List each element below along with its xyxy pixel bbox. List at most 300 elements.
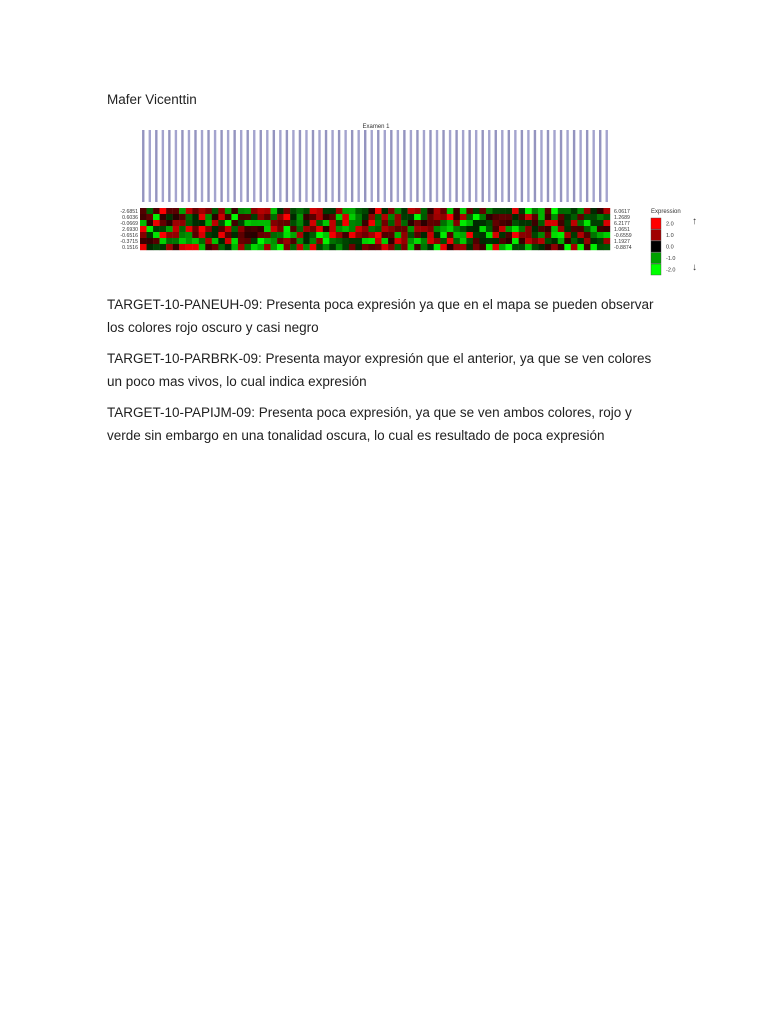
- heatmap-cell: [525, 238, 532, 244]
- heatmap-cell: [368, 238, 375, 244]
- heatmap-cell: [277, 208, 284, 214]
- column-label-mark: [592, 130, 594, 202]
- heatmap-cell: [244, 232, 251, 238]
- heatmap-cell: [506, 220, 513, 226]
- legend-swatch: [651, 241, 661, 252]
- heatmap-cell: [551, 238, 558, 244]
- row-value-left: -0.3715: [120, 238, 138, 245]
- heatmap-cell: [153, 244, 160, 250]
- heatmap-cell: [368, 208, 375, 214]
- column-label-mark: [423, 130, 425, 202]
- heatmap-cell: [532, 232, 539, 238]
- heatmap-cell: [493, 220, 500, 226]
- heatmap-cell: [519, 238, 526, 244]
- heatmap-cell: [408, 244, 415, 250]
- heatmap-cell: [290, 244, 297, 250]
- heatmap-cell: [238, 226, 245, 232]
- heatmap-cell: [199, 238, 206, 244]
- heatmap-cell: [166, 214, 173, 220]
- heatmap-cell: [453, 214, 460, 220]
- heatmap-cell: [434, 220, 441, 226]
- heatmap-cell: [186, 226, 193, 232]
- heatmap-cell: [277, 214, 284, 220]
- column-label-mark: [573, 130, 575, 202]
- heatmap-cell: [551, 232, 558, 238]
- heatmap-cell: [140, 220, 147, 226]
- heatmap-cell: [355, 214, 362, 220]
- heatmap-cell: [519, 226, 526, 232]
- heatmap-cell: [231, 232, 238, 238]
- heatmap-cell: [166, 232, 173, 238]
- heatmap-cell: [336, 232, 343, 238]
- heatmap-cell: [473, 238, 480, 244]
- heatmap-cell: [558, 214, 565, 220]
- heatmap-cell: [434, 238, 441, 244]
- heatmap-cell: [512, 214, 519, 220]
- heatmap-cell: [238, 214, 245, 220]
- heatmap-cell: [284, 214, 291, 220]
- heatmap-cell: [192, 220, 199, 226]
- column-label-mark: [266, 130, 268, 202]
- heatmap-cell: [466, 208, 473, 214]
- heatmap-cell: [427, 232, 434, 238]
- heatmap-cell: [532, 226, 539, 232]
- heatmap-cell: [316, 220, 323, 226]
- heatmap-cell: [258, 214, 265, 220]
- column-label-mark: [331, 130, 333, 202]
- heatmap-cell: [603, 214, 610, 220]
- heatmap-cell: [290, 214, 297, 220]
- heatmap-cell: [238, 220, 245, 226]
- heatmap-cell: [277, 238, 284, 244]
- heatmap-cell: [153, 232, 160, 238]
- heatmap-cell: [212, 214, 219, 220]
- heatmap-cell: [225, 244, 232, 250]
- heatmap-cell: [388, 238, 395, 244]
- column-label-mark: [586, 130, 588, 202]
- heatmap-cell: [512, 226, 519, 232]
- heatmap-cell: [447, 238, 454, 244]
- heatmap-cell: [558, 244, 565, 250]
- column-label-mark: [344, 130, 346, 202]
- heatmap-cell: [192, 238, 199, 244]
- heatmap-cell: [264, 226, 271, 232]
- heatmap-cell: [421, 238, 428, 244]
- heatmap-cell: [519, 232, 526, 238]
- column-label-mark: [162, 130, 164, 202]
- heatmap-cell: [506, 232, 513, 238]
- heatmap-cell: [479, 220, 486, 226]
- heatmap-cell: [395, 238, 402, 244]
- heatmap-cell: [290, 232, 297, 238]
- heatmap-cell: [479, 208, 486, 214]
- heatmap-cell: [427, 214, 434, 220]
- heatmap-cell: [584, 214, 591, 220]
- column-label-mark: [534, 130, 536, 202]
- column-label-mark: [560, 130, 562, 202]
- heatmap-cell: [225, 232, 232, 238]
- heatmap-cell: [571, 232, 578, 238]
- heatmap-cell: [303, 208, 310, 214]
- heatmap-cell: [401, 232, 408, 238]
- heatmap-cell: [342, 244, 349, 250]
- heatmap-cell: [545, 226, 552, 232]
- heatmap-cell: [421, 244, 428, 250]
- column-label-mark: [371, 130, 373, 202]
- heatmap-cell: [525, 226, 532, 232]
- heatmap-cell: [551, 220, 558, 226]
- heatmap-cell: [297, 244, 304, 250]
- heatmap-cell: [499, 220, 506, 226]
- heatmap-cell: [584, 238, 591, 244]
- heatmap-cell: [590, 238, 597, 244]
- heatmap-cell: [323, 226, 330, 232]
- heatmap-cell: [499, 226, 506, 232]
- heatmap-cell: [434, 232, 441, 238]
- column-label-mark: [194, 130, 196, 202]
- heatmap-cell: [199, 208, 206, 214]
- heatmap-cell: [493, 244, 500, 250]
- legend-label: -1.0: [666, 256, 676, 262]
- heatmap-cell: [486, 244, 493, 250]
- column-label-mark: [338, 130, 340, 202]
- heatmap-cell: [271, 244, 278, 250]
- heatmap-cell: [173, 214, 180, 220]
- heatmap-cell: [147, 232, 154, 238]
- row-value-right: -0.8874: [614, 244, 632, 251]
- heatmap-cell: [603, 208, 610, 214]
- heatmap-cell: [532, 244, 539, 250]
- heatmap-cell: [160, 220, 167, 226]
- heatmap-cell: [251, 208, 258, 214]
- heatmap-cell: [212, 244, 219, 250]
- heatmap-cell: [545, 232, 552, 238]
- heatmap-cell: [577, 232, 584, 238]
- heatmap-cell: [173, 244, 180, 250]
- column-label-mark: [527, 130, 529, 202]
- heatmap-cell: [408, 226, 415, 232]
- heatmap-cell: [323, 214, 330, 220]
- heatmap-cell: [427, 244, 434, 250]
- column-label-mark: [416, 130, 418, 202]
- heatmap-cell: [512, 208, 519, 214]
- heatmap-cell: [473, 208, 480, 214]
- heatmap-cell: [231, 238, 238, 244]
- heatmap-cell: [199, 232, 206, 238]
- row-value-left: 2.6930: [122, 226, 138, 233]
- heatmap-cell: [140, 232, 147, 238]
- column-label-mark: [364, 130, 366, 202]
- heatmap-cell: [388, 220, 395, 226]
- heatmap-cell: [375, 244, 382, 250]
- heatmap-cell: [218, 214, 225, 220]
- heatmap-cell: [225, 214, 232, 220]
- heatmap-cell: [466, 244, 473, 250]
- column-label-mark: [508, 130, 510, 202]
- heatmap-cell: [173, 208, 180, 214]
- heatmap-cell: [277, 232, 284, 238]
- heatmap-cell: [212, 220, 219, 226]
- heatmap-cell: [231, 214, 238, 220]
- heatmap-cell: [395, 226, 402, 232]
- heatmap-cell: [160, 208, 167, 214]
- column-label-mark: [305, 130, 307, 202]
- heatmap-cell: [284, 244, 291, 250]
- heatmap-cell: [238, 208, 245, 214]
- heatmap-cell: [571, 244, 578, 250]
- heatmap-cell: [218, 208, 225, 214]
- column-label-mark: [312, 130, 314, 202]
- column-label-mark: [449, 130, 451, 202]
- heatmap-cell: [466, 220, 473, 226]
- heatmap-cell: [179, 226, 186, 232]
- heatmap-cell: [414, 238, 421, 244]
- heatmap-cell: [166, 220, 173, 226]
- heatmap-cell: [192, 244, 199, 250]
- column-label-mark: [201, 130, 203, 202]
- column-label-mark: [168, 130, 170, 202]
- heatmap-cell: [329, 238, 336, 244]
- column-label-mark: [397, 130, 399, 202]
- heatmap-cell: [316, 208, 323, 214]
- heatmap-cell: [486, 226, 493, 232]
- heatmap-cell: [388, 232, 395, 238]
- heatmap-cell: [473, 226, 480, 232]
- heatmap-cell: [368, 226, 375, 232]
- heatmap-cell: [316, 244, 323, 250]
- column-label-mark: [188, 130, 190, 202]
- heatmap-cell: [427, 208, 434, 214]
- heatmap-cell: [414, 232, 421, 238]
- heatmap-cell: [166, 208, 173, 214]
- heatmap-cell: [519, 244, 526, 250]
- heatmap-cell: [473, 214, 480, 220]
- heatmap-cell: [434, 214, 441, 220]
- heatmap-cell: [316, 214, 323, 220]
- heatmap-cell: [512, 220, 519, 226]
- heatmap-cell: [186, 214, 193, 220]
- heatmap-cell: [486, 238, 493, 244]
- heatmap-cell: [316, 226, 323, 232]
- heatmap-chart: [104, 120, 704, 276]
- heatmap-cell: [453, 220, 460, 226]
- heatmap-cell: [323, 208, 330, 214]
- heatmap-cell: [434, 226, 441, 232]
- heatmap-cell: [473, 220, 480, 226]
- column-label-mark: [436, 130, 438, 202]
- heatmap-cell: [447, 232, 454, 238]
- heatmap-cell: [349, 208, 356, 214]
- heatmap-cell: [290, 238, 297, 244]
- legend-label: 1.0: [666, 233, 674, 239]
- heatmap-cell: [375, 220, 382, 226]
- heatmap-cell: [264, 208, 271, 214]
- heatmap-cell: [140, 244, 147, 250]
- column-label-mark: [475, 130, 477, 202]
- heatmap-cell: [218, 244, 225, 250]
- heatmap-cell: [453, 238, 460, 244]
- heatmap-cell: [440, 232, 447, 238]
- heatmap-cell: [355, 238, 362, 244]
- legend-swatch: [651, 253, 661, 264]
- heatmap-cell: [460, 208, 467, 214]
- paragraph-parbrk: TARGET-10-PARBRK-09: Presenta mayor expresión que el anterior, ya que se ven colores un poco mas vivos, lo cual indica expresión: [107, 351, 652, 389]
- heatmap-cell: [140, 214, 147, 220]
- heatmap-cell: [401, 244, 408, 250]
- heatmap-cell: [590, 208, 597, 214]
- heatmap-cell: [460, 232, 467, 238]
- heatmap-cell: [355, 244, 362, 250]
- heatmap-cell: [336, 208, 343, 214]
- heatmap-cell: [401, 238, 408, 244]
- column-label-mark: [247, 130, 249, 202]
- heatmap-cell: [290, 226, 297, 232]
- heatmap-cell: [493, 232, 500, 238]
- heatmap-cell: [427, 226, 434, 232]
- heatmap-cell: [571, 220, 578, 226]
- heatmap-cell: [186, 220, 193, 226]
- heatmap-cell: [160, 244, 167, 250]
- heatmap-cell: [493, 238, 500, 244]
- heatmap-cell: [264, 244, 271, 250]
- heatmap-cell: [277, 226, 284, 232]
- heatmap-cell: [479, 226, 486, 232]
- heatmap-cell: [584, 220, 591, 226]
- heatmap-cell: [336, 220, 343, 226]
- heatmap-cell: [140, 226, 147, 232]
- heatmap-cell: [375, 226, 382, 232]
- heatmap-cell: [401, 220, 408, 226]
- heatmap-cell: [486, 220, 493, 226]
- heatmap-cell: [212, 232, 219, 238]
- heatmap-cell: [375, 208, 382, 214]
- heatmap-cell: [532, 238, 539, 244]
- heatmap-cell: [460, 238, 467, 244]
- heatmap-cell: [368, 220, 375, 226]
- heatmap-cell: [395, 214, 402, 220]
- heatmap-cell: [584, 208, 591, 214]
- heatmap-cell: [577, 220, 584, 226]
- heatmap-cell: [186, 244, 193, 250]
- heatmap-cell: [466, 232, 473, 238]
- heatmap-cell: [453, 208, 460, 214]
- heatmap-cell: [303, 244, 310, 250]
- column-label-mark: [214, 130, 216, 202]
- column-label-mark: [260, 130, 262, 202]
- heatmap-cell: [205, 232, 212, 238]
- heatmap-cell: [590, 220, 597, 226]
- heatmap-cell: [192, 226, 199, 232]
- heatmap-cell: [316, 232, 323, 238]
- row-value-left: -0.0669: [120, 220, 138, 227]
- heatmap-cell: [382, 238, 389, 244]
- heatmap-cell: [205, 238, 212, 244]
- heatmap-cell: [303, 226, 310, 232]
- heatmap-cell: [408, 208, 415, 214]
- row-value-left: 0.6036: [122, 214, 138, 221]
- heatmap-cell: [310, 208, 317, 214]
- heatmap-cell: [192, 214, 199, 220]
- heatmap-cell: [427, 238, 434, 244]
- heatmap-cell: [342, 214, 349, 220]
- column-label-mark: [501, 130, 503, 202]
- heatmap-cell: [349, 214, 356, 220]
- column-label-mark: [462, 130, 464, 202]
- heatmap-cell: [499, 244, 506, 250]
- heatmap-cell: [395, 220, 402, 226]
- heatmap-cell: [597, 214, 604, 220]
- row-value-right: 1.0651: [614, 226, 630, 233]
- heatmap-cell: [440, 214, 447, 220]
- heatmap-cell: [323, 238, 330, 244]
- heatmap-cell: [525, 208, 532, 214]
- column-label-mark: [566, 130, 568, 202]
- heatmap-cell: [329, 232, 336, 238]
- heatmap-cell: [401, 226, 408, 232]
- heatmap-cell: [447, 214, 454, 220]
- heatmap-cell: [218, 232, 225, 238]
- heatmap-cell: [558, 226, 565, 232]
- heatmap-cell: [329, 208, 336, 214]
- heatmap-cell: [421, 220, 428, 226]
- heatmap-cell: [258, 238, 265, 244]
- heatmap-cell: [277, 244, 284, 250]
- heatmap-cell: [414, 226, 421, 232]
- heatmap-cell: [466, 214, 473, 220]
- row-value-right: 1.2689: [614, 214, 630, 221]
- heatmap-cell: [551, 214, 558, 220]
- heatmap-cell: [525, 214, 532, 220]
- column-label-mark: [220, 130, 222, 202]
- heatmap-cell: [597, 226, 604, 232]
- heatmap-cell: [244, 238, 251, 244]
- heatmap-cell: [147, 220, 154, 226]
- heatmap-cell: [577, 226, 584, 232]
- heatmap-cell: [316, 238, 323, 244]
- heatmap-cell: [545, 244, 552, 250]
- heatmap-cell: [258, 226, 265, 232]
- heatmap-cell: [558, 232, 565, 238]
- column-label-mark: [175, 130, 177, 202]
- column-label-mark: [357, 130, 359, 202]
- heatmap-cell: [166, 244, 173, 250]
- heatmap-cell: [244, 208, 251, 214]
- heatmap-cell: [532, 214, 539, 220]
- heatmap-cell: [179, 208, 186, 214]
- heatmap-cell: [284, 232, 291, 238]
- heatmap-cell: [440, 238, 447, 244]
- heatmap-cell: [199, 244, 206, 250]
- arrow-up-icon: ↑: [692, 216, 697, 227]
- heatmap-cell: [597, 208, 604, 214]
- heatmap-cell: [506, 226, 513, 232]
- column-label-mark: [325, 130, 327, 202]
- heatmap-cell: [238, 238, 245, 244]
- heatmap-cell: [303, 238, 310, 244]
- heatmap-cell: [564, 208, 571, 214]
- heatmap-cell: [538, 220, 545, 226]
- heatmap-cell: [271, 208, 278, 214]
- heatmap-cell: [173, 232, 180, 238]
- heatmap-cell: [603, 220, 610, 226]
- heatmap-cell: [297, 220, 304, 226]
- column-label-mark: [521, 130, 523, 202]
- heatmap-cell: [368, 244, 375, 250]
- heatmap-cell: [140, 238, 147, 244]
- heatmap-cell: [545, 208, 552, 214]
- column-label-mark: [299, 130, 301, 202]
- heatmap-cell: [493, 214, 500, 220]
